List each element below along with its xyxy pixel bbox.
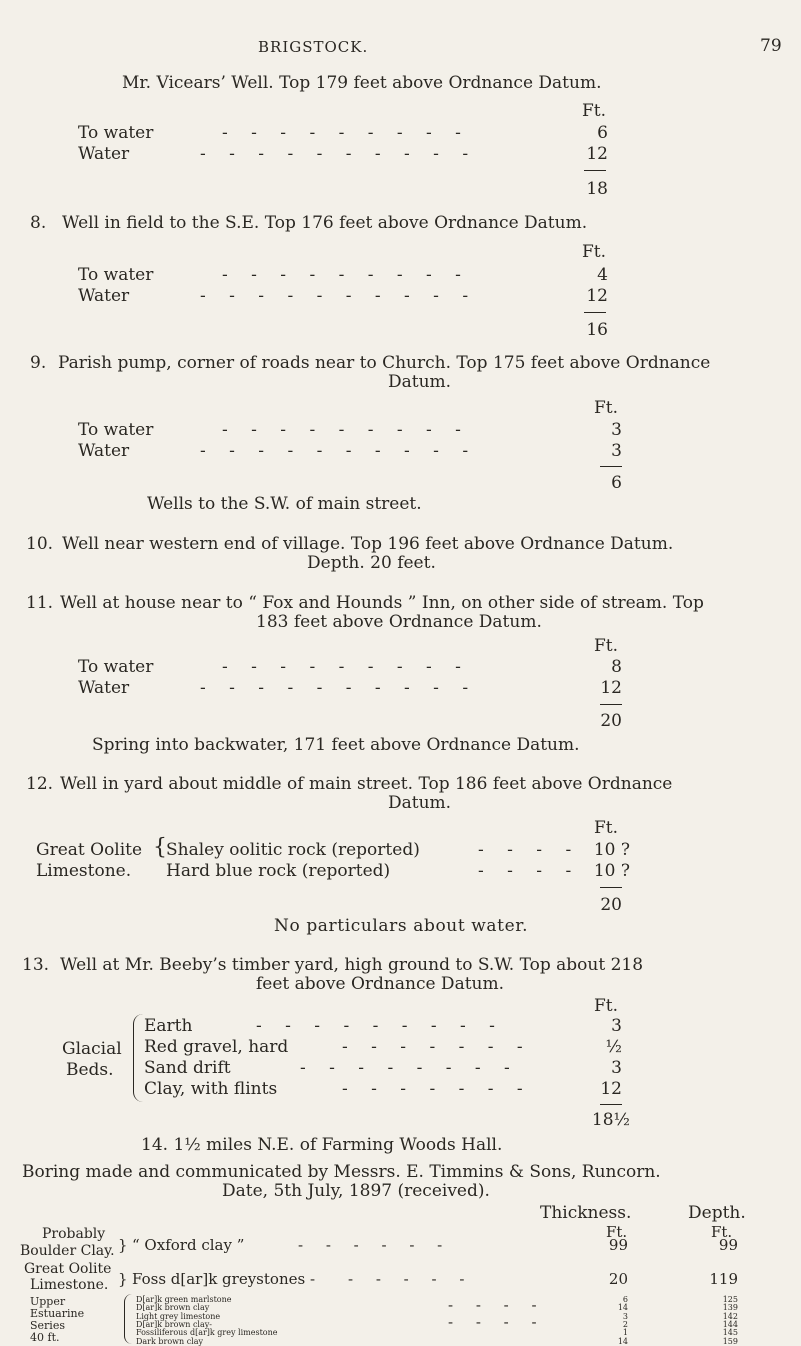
sum-rule [584, 312, 606, 313]
brace-icon [124, 1294, 133, 1344]
leader-dots: - - - - - - - - - [256, 1016, 504, 1036]
layer-depth: 144 [722, 1320, 738, 1329]
entry11-title-line2: 183 feet above Ordnance Datum. [256, 612, 542, 632]
layer-thickness: 14 [617, 1303, 628, 1312]
entry8-row-value: 12 [586, 286, 608, 306]
entry12-row-value: 10 ? [593, 861, 630, 881]
leader-dots: - - - - [478, 840, 581, 860]
entry9-num: 9. [30, 353, 47, 373]
group-label: Boulder Clay. [20, 1243, 115, 1259]
entry13-row-value: 3 [611, 1058, 622, 1078]
layer-label: D[ar]k brown clay [136, 1303, 210, 1312]
entry13-total: 18½ [591, 1110, 630, 1130]
brace-icon [133, 1014, 144, 1102]
group-label: Probably [42, 1226, 106, 1242]
entry14-boring-line2: Date, 5th July, 1897 (received). [222, 1181, 490, 1201]
leader-dots: - - - - - - - - [300, 1058, 519, 1078]
entry11-title-line1: Well at house near to “ Fox and Hounds ” Inn, on other side of stream. Top [60, 593, 704, 613]
layer-thickness: 99 [608, 1236, 628, 1254]
entry8-row-label: To water [78, 265, 154, 285]
brace-icon: { [153, 835, 167, 860]
leader-dots: - - - - - - - - - [222, 657, 470, 677]
entry7-total: 18 [586, 179, 608, 199]
layer-depth: 142 [722, 1312, 738, 1321]
entry12-group-label: Limestone. [36, 861, 132, 881]
entry13-row-value: ½ [605, 1037, 622, 1057]
entry10-num: 10. [26, 534, 54, 554]
layer-depth: 119 [709, 1270, 738, 1288]
entry13-row-value: 3 [611, 1016, 622, 1036]
entry12-group-label: Great Oolite [36, 840, 143, 860]
entry9-row-label: Water [78, 441, 130, 461]
entry13-row-label: Clay, with flints [144, 1079, 278, 1099]
entry12-num: 12. [26, 774, 54, 794]
entry9-title-line2: Datum. [388, 372, 452, 392]
leader-dots: - - - - - - - - - - [200, 286, 478, 306]
entry13-row-value: 12 [600, 1079, 622, 1099]
entry11-row-value: 8 [611, 657, 622, 677]
entry11-num: 11. [26, 593, 54, 613]
leader-dots: - - - - - - - - - [222, 123, 470, 143]
entry9-title-line1: Parish pump, corner of roads near to Church. Top 175 feet above Ordnance [58, 353, 711, 373]
layer-depth: 159 [722, 1337, 738, 1346]
entry12-title-line2: Datum. [388, 793, 452, 813]
layer-depth: 125 [722, 1295, 738, 1304]
entry9-row-value: 3 [611, 420, 622, 440]
entry8-num: 8. [30, 213, 47, 233]
brace-icon: } [118, 1270, 128, 1288]
sum-rule [600, 466, 622, 467]
leader-dots: - - - - - - - - - - [200, 678, 478, 698]
leader-dots: - - - - - - - - - - [200, 441, 478, 461]
sum-rule [600, 704, 622, 705]
leader-dots: - - - - [478, 861, 581, 881]
leader-dots: - - - - [448, 1313, 546, 1331]
layer-label: D[ar]k brown clay- [136, 1320, 212, 1329]
entry12-note: No particulars about water. [274, 916, 529, 936]
entry13-title-line1: Well at Mr. Beeby’s timber yard, high ground to S.W. Top about 218 [60, 955, 644, 975]
entry13-title-line2: feet above Ordnance Datum. [256, 974, 505, 994]
layer-thickness: 6 [622, 1295, 628, 1304]
leader-dots: - - - - - [348, 1270, 474, 1288]
entry9-note: Wells to the S.W. of main street. [147, 494, 422, 514]
group-label: Great Oolite [24, 1261, 112, 1277]
layer-depth: 139 [722, 1303, 738, 1312]
page-number: 79 [760, 36, 782, 56]
entry9-total: 6 [611, 473, 622, 493]
entry8-total: 16 [586, 320, 608, 340]
entry12-title-line1: Well in yard about middle of main street. Top 186 feet above Ordnance [60, 774, 673, 794]
layer-label: Light grey limestone [136, 1312, 221, 1321]
layer-label: Foss d[ar]k greystones - [132, 1270, 316, 1288]
group-label: Limestone. [30, 1277, 109, 1293]
leader-dots: - - - - - - - - - [222, 420, 470, 440]
entry8-title: Well in field to the S.E. Top 176 feet above Ordnance Datum. [62, 213, 588, 233]
column-header-thickness: Thickness. [540, 1203, 632, 1223]
entry12-unit: Ft. [594, 818, 619, 838]
entry11-row-label: Water [78, 678, 130, 698]
entry7-row-label: To water [78, 123, 154, 143]
layer-thickness: 3 [622, 1312, 628, 1321]
entry7-row-value: 12 [586, 144, 608, 164]
sum-rule [584, 170, 606, 171]
entry11-row-label: To water [78, 657, 154, 677]
column-header-depth: Depth. [688, 1203, 746, 1223]
entry7-unit: Ft. [582, 101, 607, 121]
layer-label: “ Oxford clay ” [132, 1236, 245, 1254]
entry14-heading: 14. 1½ miles N.E. of Farming Woods Hall. [141, 1135, 503, 1155]
entry10-title-line1: Well near western end of village. Top 196 feet above Ordnance Datum. [62, 534, 674, 554]
layer-depth: 145 [722, 1328, 738, 1337]
entry11-unit: Ft. [594, 636, 619, 656]
leader-dots: - - - - - - [298, 1236, 452, 1254]
entry11-row-value: 12 [600, 678, 622, 698]
entry8-row-label: Water [78, 286, 130, 306]
entry9-row-value: 3 [611, 441, 622, 461]
entry11-total: 20 [600, 711, 622, 731]
leader-dots: - - - - - - - [342, 1079, 532, 1099]
entry8-row-value: 4 [597, 265, 608, 285]
layer-thickness: 14 [617, 1337, 628, 1346]
entry13-group-label: Beds. [66, 1060, 114, 1080]
layer-thickness: 2 [622, 1320, 628, 1329]
layer-thickness: 1 [622, 1328, 628, 1337]
layer-label: D[ar]k green marlstone [136, 1295, 232, 1304]
entry12-total: 20 [600, 895, 622, 915]
entry9-unit: Ft. [594, 398, 619, 418]
group-label: Estuarine [30, 1307, 85, 1320]
group-label: 40 ft. [30, 1331, 60, 1344]
column-unit-thickness: Ft. [606, 1223, 628, 1241]
group-label: Upper [30, 1295, 66, 1308]
entry13-num: 13. [22, 955, 50, 975]
column-unit-depth: Ft. [711, 1223, 733, 1241]
entry12-row-label: Shaley oolitic rock (reported) [166, 840, 420, 860]
entry11-note: Spring into backwater, 171 feet above Ordnance Datum. [92, 735, 580, 755]
entry9-row-label: To water [78, 420, 154, 440]
leader-dots: - - - - - - - - - [222, 265, 470, 285]
leader-dots: - - - - - - - - - - [200, 144, 478, 164]
layer-thickness: 20 [608, 1270, 628, 1288]
entry7-row-value: 6 [597, 123, 608, 143]
leader-dots: - - - - - - - [342, 1037, 532, 1057]
layer-label: Dark brown clay [136, 1337, 204, 1346]
entry7-row-label: Water [78, 144, 130, 164]
running-title: BRIGSTOCK. [258, 38, 369, 56]
entry7-title: Mr. Vicears’ Well. Top 179 feet above Ordnance Datum. [122, 73, 602, 93]
entry12-row-label: Hard blue rock (reported) [166, 861, 391, 881]
entry14-boring-line1: Boring made and communicated by Messrs. E. Timmins & Sons, Runcorn. [22, 1162, 661, 1182]
sum-rule [600, 887, 622, 888]
entry8-unit: Ft. [582, 242, 607, 262]
entry12-row-value: 10 ? [593, 840, 630, 860]
sum-rule [600, 1104, 622, 1105]
entry13-unit: Ft. [594, 996, 619, 1016]
leader-dots: - - - - [448, 1296, 546, 1314]
entry13-row-label: Earth [144, 1016, 193, 1036]
layer-label: Fossiliferous d[ar]k grey limestone [136, 1328, 278, 1337]
entry13-row-label: Red gravel, hard [144, 1037, 289, 1057]
group-label: Series [30, 1319, 65, 1332]
brace-icon: } [118, 1236, 128, 1254]
entry13-row-label: Sand drift [144, 1058, 231, 1078]
entry10-title-line2: Depth. 20 feet. [307, 553, 436, 573]
layer-depth: 99 [718, 1236, 738, 1254]
entry13-group-label: Glacial [62, 1039, 122, 1059]
